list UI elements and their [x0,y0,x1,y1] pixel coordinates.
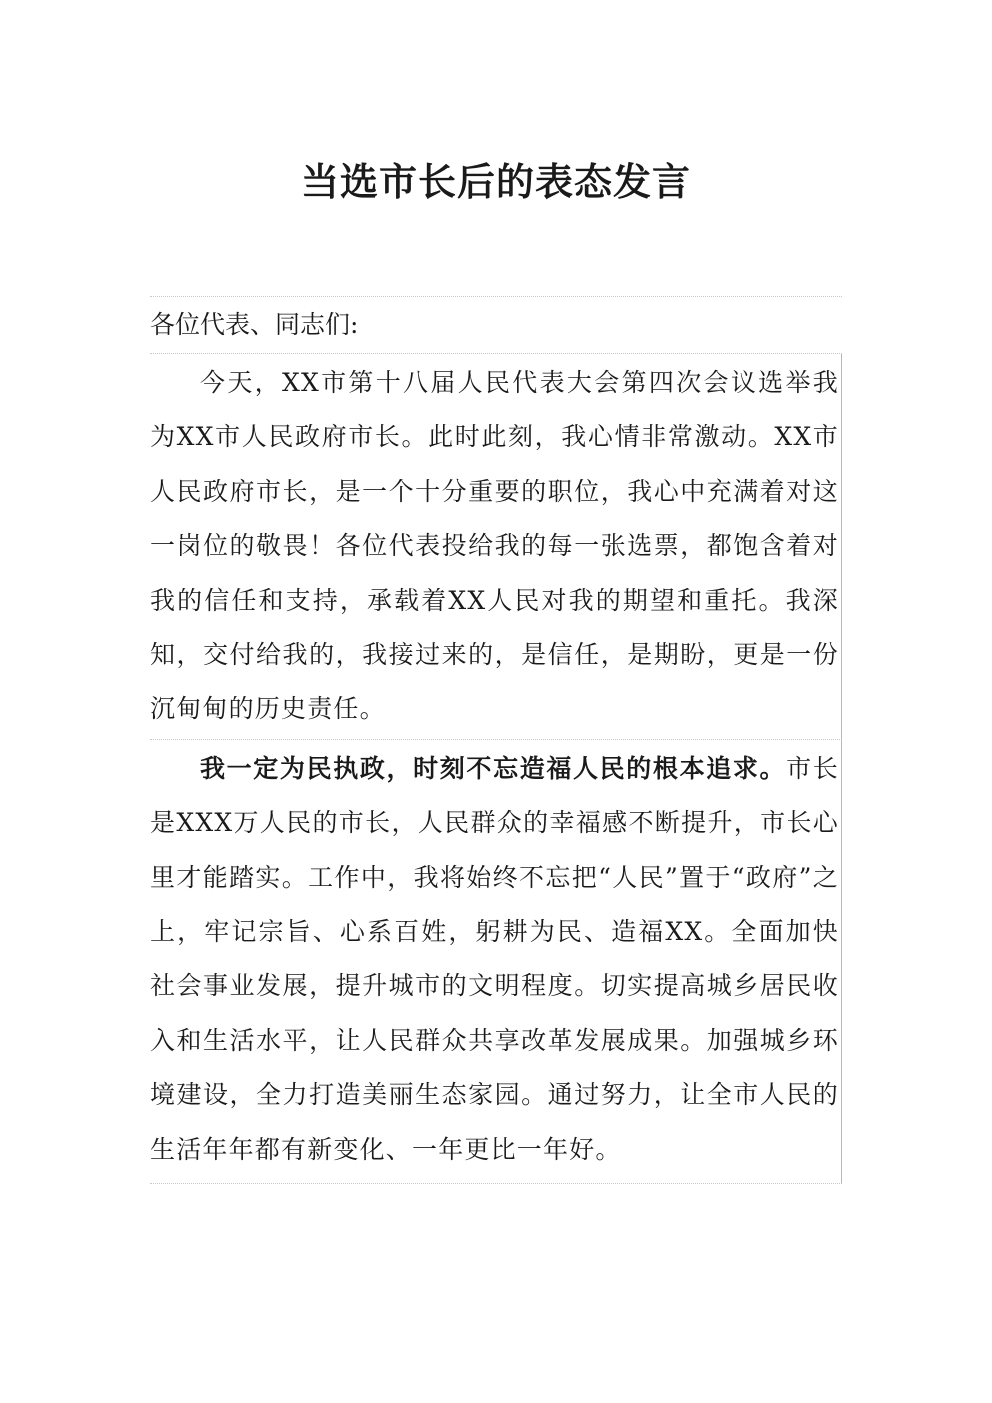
paragraph-text: 市长是XXX万人民的市长，人民群众的幸福感不断提升，市长心里才能踏实。工作中，我将始终不忘把“人民”置于“政府”之上，牢记宗旨、心系百姓，躬耕为民、造福XX。全面加快社会事业发展，提升城市的文明程度。切实提高城乡居民收入和生活水平，让人民群众共享改革发展成果。加强城乡环境建设，全力打造美丽生态家园。通过努力，让全市人民的生活年年都有新变化、一年更比一年好。 [150,753,839,1164]
paragraph-text: 今天，XX市第十八届人民代表大会第四次会议选举我为XX市人民政府市长。此时此刻，我心情非常激动。XX市人民政府市长，是一个十分重要的职位，我心中充满着对这一岗位的敬畏！各位代表投给我的每一张选票，都饱含着对我的信任和支持，承载着XX人民对我的期望和重托。我深知，交付给我的，我接过来的，是信任，是期盼，更是一份沉甸甸的历史责任。 [150,368,839,724]
paragraph [150,740,842,1183]
document-title: 当选市长后的表态发言 [300,159,691,204]
document-body [150,296,842,1184]
paragraph [150,354,842,739]
greeting: 各位代表、同志们: [150,310,359,339]
paragraph-lead: 我一定为民执政，时刻不忘造福人民的根本追求。 [200,753,787,783]
divider [150,1183,842,1184]
